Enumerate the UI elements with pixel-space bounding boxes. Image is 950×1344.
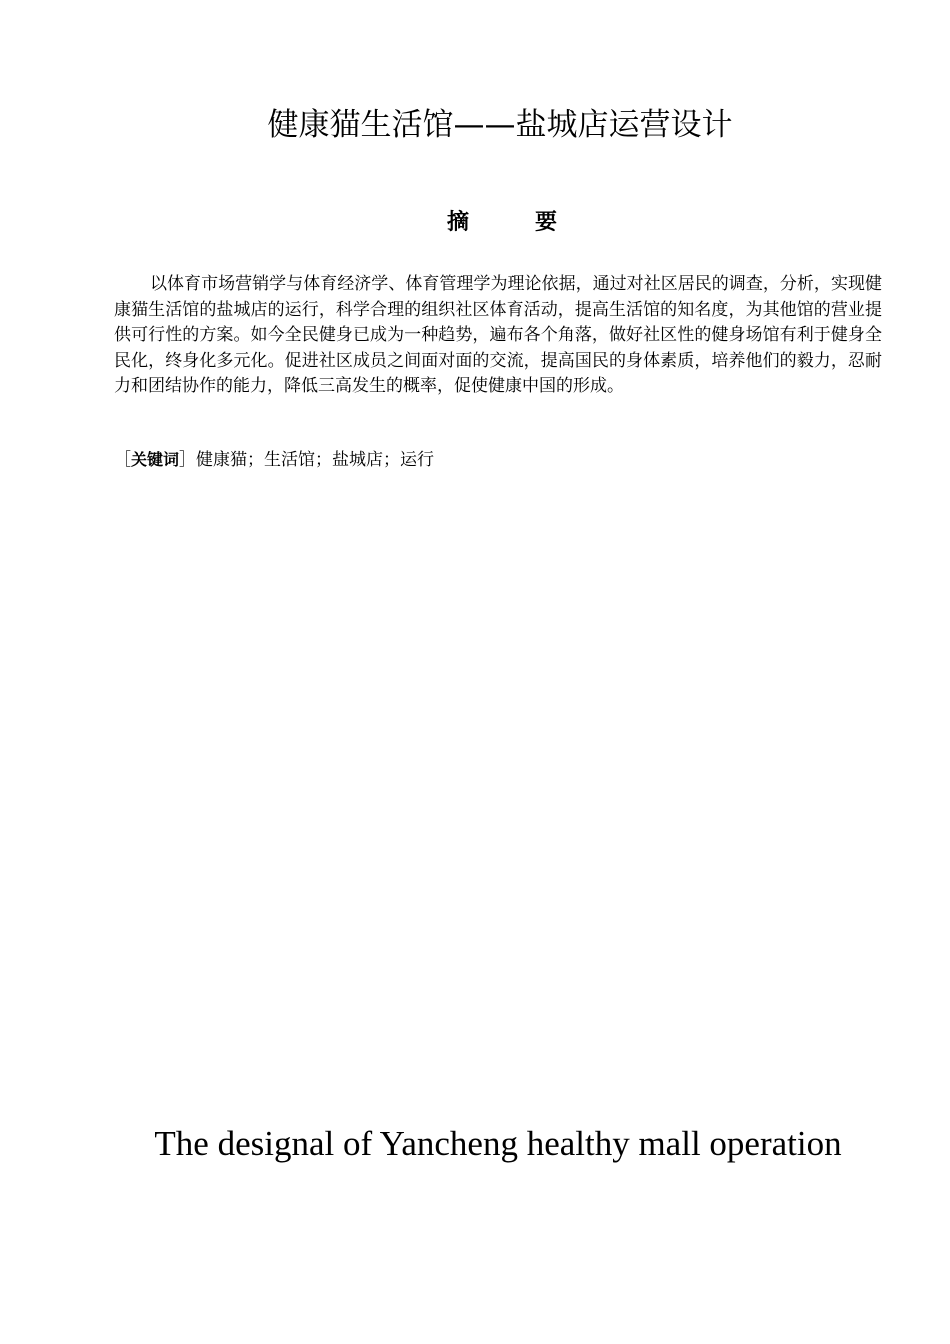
- keywords-line: [114, 447, 882, 473]
- english-title: The designal of Yancheng healthy mall operation: [154, 1124, 842, 1163]
- abstract-heading: [447, 208, 557, 238]
- keywords-close-bracket: ］: [179, 450, 197, 470]
- keywords-open-bracket: ［: [114, 450, 131, 470]
- abstract-heading-char-2: 要: [534, 210, 557, 235]
- chinese-title: 健康猫生活馆——盐城店运营设计: [267, 107, 733, 143]
- keywords-terms: 健康猫；生活馆；盐城店；运行: [196, 450, 435, 470]
- abstract-body: 以体育市场营销学与体育经济学、体育管理学为理论依据，通过对社区居民的调查，分析，实现健康猫生活馆的盐城店的运行，科学合理的组织社区体育活动，提高生活馆的知名度，为其他馆的营业提供可行性的方案。如今全民健身已成为一种趋势，遍布各个角落，做好社区性的健身场馆有利于健身全民化，终身化多元化。促进社区成员之间面对面的交流，提高国民的身体素质，培养他们的毅力，忍耐力和团结协作的能力，降低三高发生的概率，促使健康中国的形成。: [114, 274, 882, 396]
- keywords-label: 关键词: [131, 450, 180, 469]
- abstract-heading-char-1: 摘: [447, 210, 470, 235]
